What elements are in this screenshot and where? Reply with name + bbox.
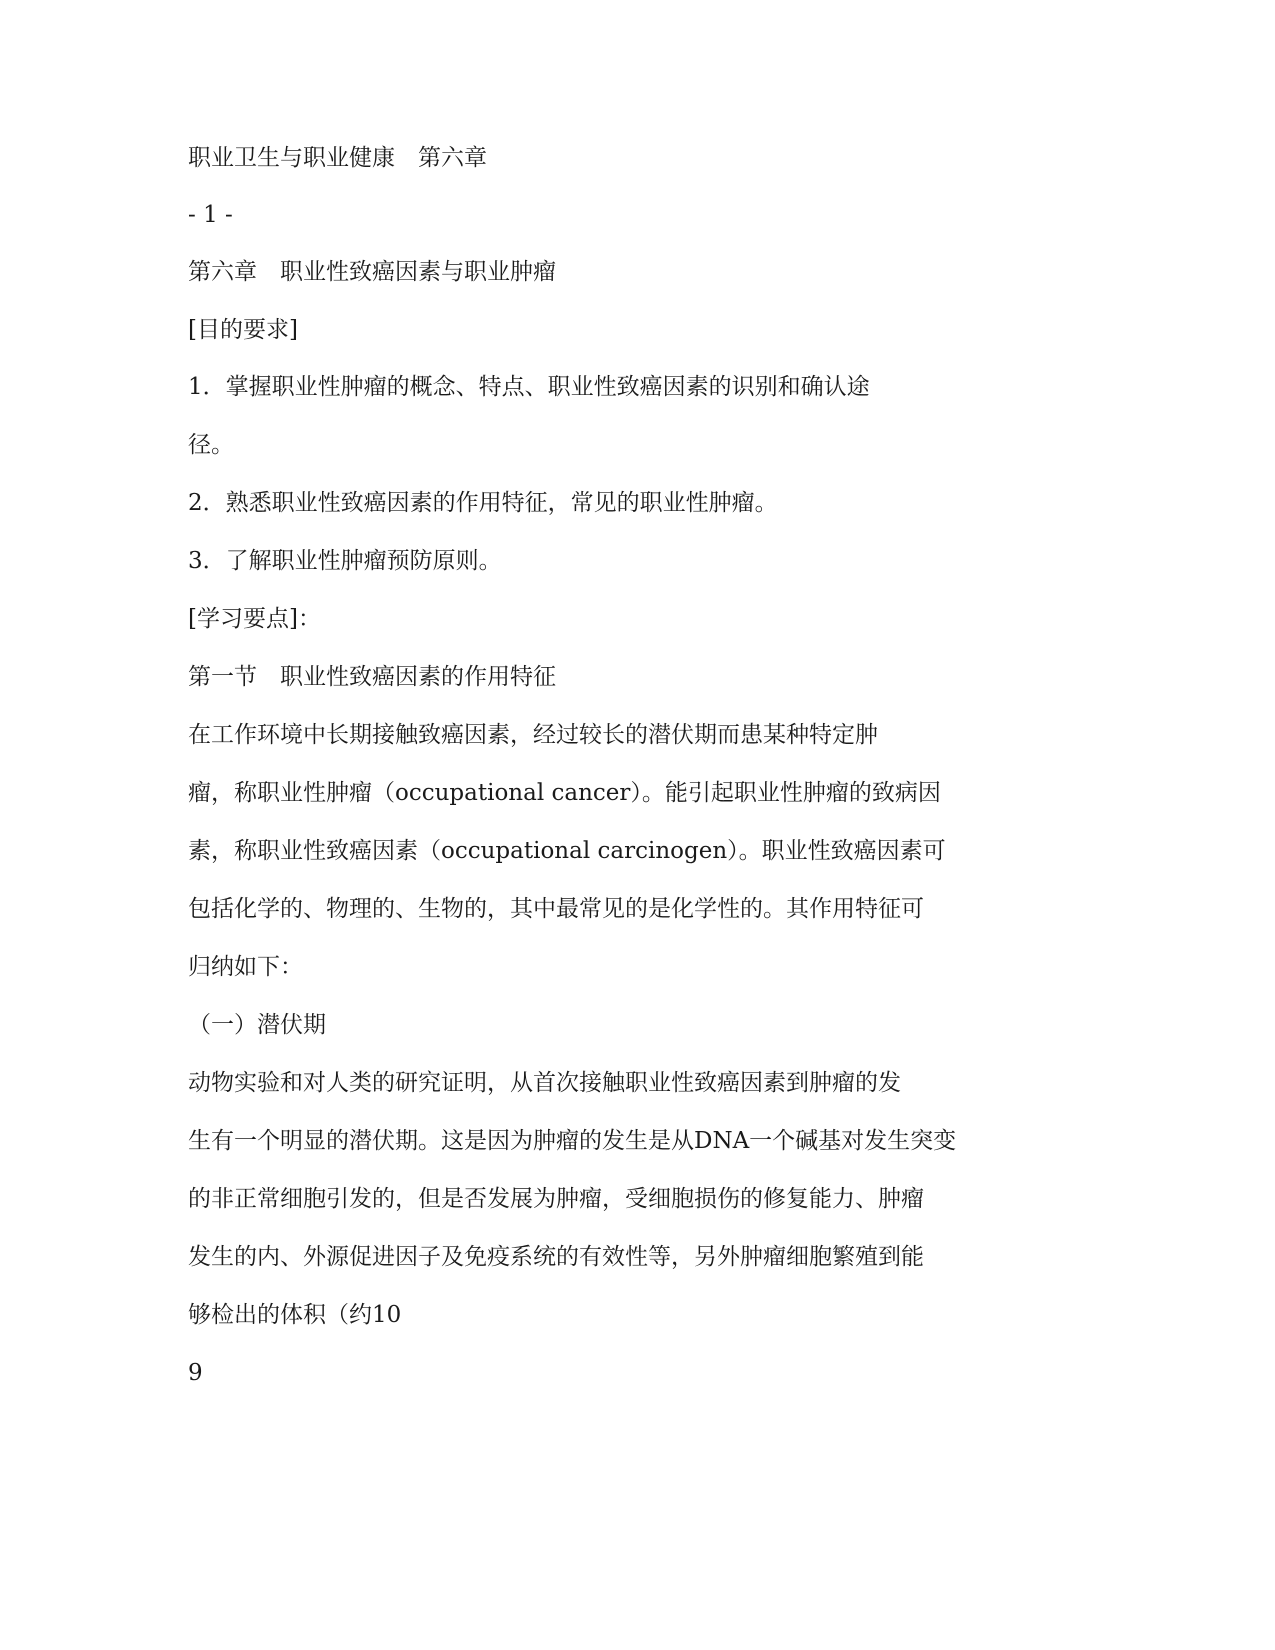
paragraph-1-line: 瘤，称职业性肿瘤（occupational cancer）。能引起职业性肿瘤的致病因	[188, 780, 941, 806]
paragraph-1-line: 素，称职业性致癌因素（occupational carcinogen）。职业性致癌因素可	[188, 838, 946, 864]
page-number: - 1 -	[188, 202, 233, 228]
objective-1-line-1: 1．掌握职业性肿瘤的概念、特点、职业性致癌因素的识别和确认途	[188, 374, 870, 400]
objective-3: 3．了解职业性肿瘤预防原则。	[188, 548, 502, 574]
running-header: 职业卫生与职业健康 第六章	[188, 145, 487, 171]
keypoints-heading: [学习要点]：	[188, 606, 321, 632]
trailing-text: 9	[188, 1360, 203, 1386]
section-1-title: 第一节 职业性致癌因素的作用特征	[188, 664, 556, 690]
paragraph-1-line: 包括化学的、物理的、生物的，其中最常见的是化学性的。其作用特征可	[188, 896, 924, 922]
subsection-1-title: （一）潜伏期	[188, 1012, 326, 1038]
paragraph-2-line: 发生的内、外源促进因子及免疫系统的有效性等，另外肿瘤细胞繁殖到能	[188, 1244, 924, 1270]
paragraph-2-line: 够检出的体积（约10	[188, 1302, 402, 1328]
paragraph-2-line: 生有一个明显的潜伏期。这是因为肿瘤的发生是从DNA一个碱基对发生突变	[188, 1128, 957, 1154]
objective-1-line-2: 径。	[188, 432, 234, 458]
objectives-heading: [目的要求]	[188, 317, 298, 343]
paragraph-2-line: 动物实验和对人类的研究证明，从首次接触职业性致癌因素到肿瘤的发	[188, 1070, 901, 1096]
paragraph-1-line: 在工作环境中长期接触致癌因素，经过较长的潜伏期而患某种特定肿	[188, 722, 878, 748]
paragraph-2-line: 的非正常细胞引发的，但是否发展为肿瘤，受细胞损伤的修复能力、肿瘤	[188, 1186, 924, 1212]
chapter-title: 第六章 职业性致癌因素与职业肿瘤	[188, 259, 556, 285]
paragraph-1-line: 归纳如下：	[188, 954, 303, 980]
objective-2: 2．熟悉职业性致癌因素的作用特征，常见的职业性肿瘤。	[188, 490, 778, 516]
